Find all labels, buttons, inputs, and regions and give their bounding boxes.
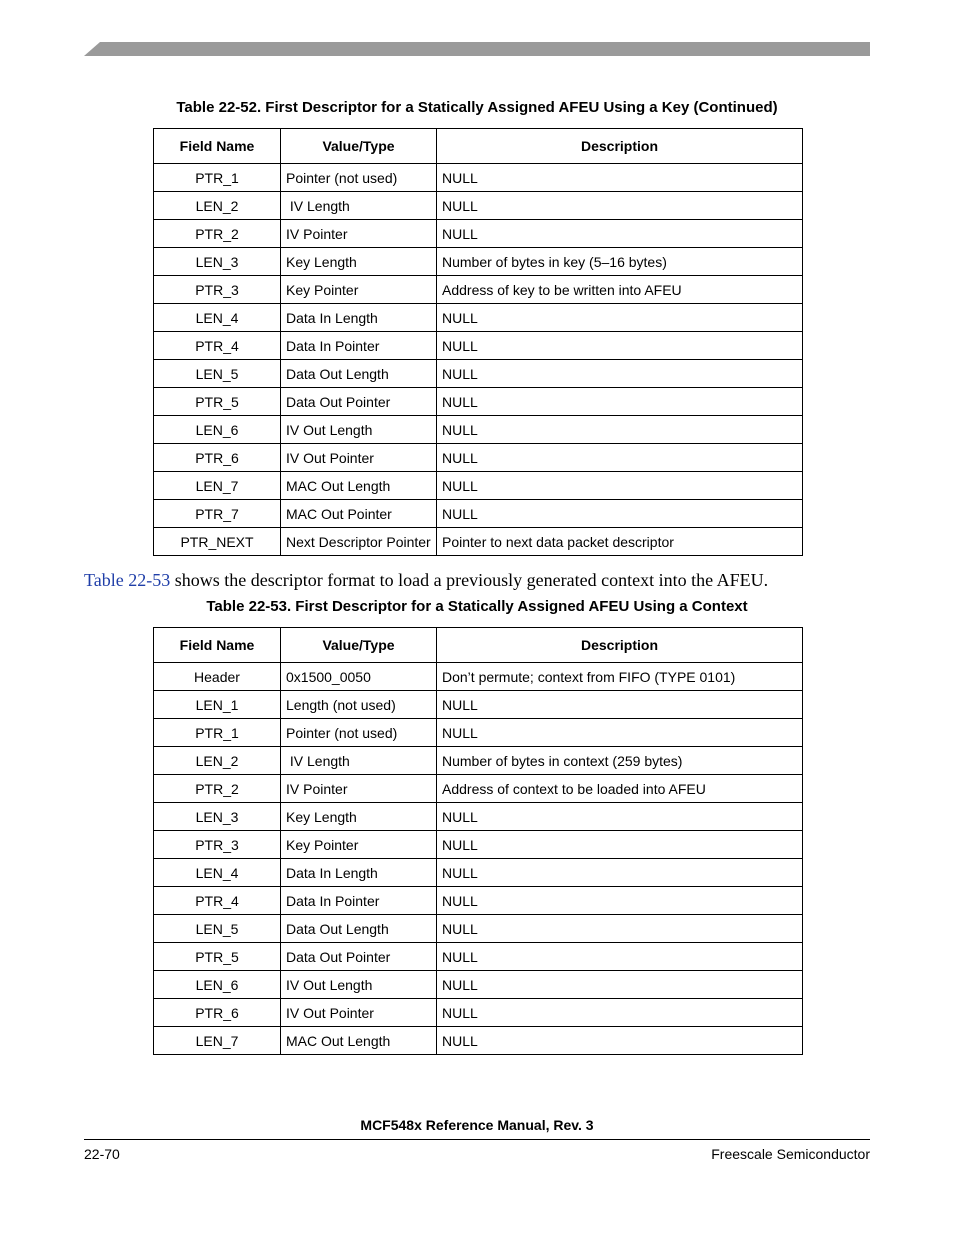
table-row: [154, 500, 803, 528]
table-row: [154, 248, 803, 276]
description-cell: NULL: [437, 444, 803, 472]
value-type-cell: Next Descriptor Pointer: [281, 528, 437, 556]
value-type-cell: Key Pointer: [281, 831, 437, 859]
value-type-cell: Data In Length: [281, 304, 437, 332]
table-53-caption: Table 22-53. First Descriptor for a Statically Assigned AFEU Using a Context: [206, 598, 748, 615]
value-type-cell: MAC Out Length: [281, 1027, 437, 1055]
table-row: [154, 803, 803, 831]
body-paragraph: [84, 568, 884, 592]
value-type-cell: Data In Length: [281, 859, 437, 887]
table-row: [154, 388, 803, 416]
field-name-cell: PTR_2: [154, 220, 281, 248]
footer-divider: [84, 1139, 870, 1140]
field-name-cell: LEN_3: [154, 248, 281, 276]
description-cell: NULL: [437, 164, 803, 192]
table-row: [154, 304, 803, 332]
description-cell: Don’t permute; context from FIFO (TYPE 0101): [437, 663, 803, 691]
paragraph-text: shows the descriptor format to load a previously generated context into the AFEU.: [170, 570, 769, 590]
field-name-cell: PTR_3: [154, 276, 281, 304]
field-name-cell: LEN_4: [154, 859, 281, 887]
field-name-cell: PTR_2: [154, 775, 281, 803]
value-type-cell: Key Pointer: [281, 276, 437, 304]
value-type-cell: IV Length: [281, 747, 437, 775]
value-type-cell: Data In Pointer: [281, 332, 437, 360]
description-cell: NULL: [437, 803, 803, 831]
field-name-cell: LEN_7: [154, 472, 281, 500]
table-row: [154, 915, 803, 943]
value-type-cell: IV Length: [281, 192, 437, 220]
table-row: [154, 971, 803, 999]
table-row: [154, 775, 803, 803]
description-cell: NULL: [437, 859, 803, 887]
table-row: [154, 528, 803, 556]
field-name-cell: LEN_5: [154, 360, 281, 388]
value-type-cell: Key Length: [281, 248, 437, 276]
table-row: [154, 332, 803, 360]
value-type-cell: Data Out Pointer: [281, 388, 437, 416]
table-row: [154, 164, 803, 192]
table-row: [154, 192, 803, 220]
value-type-cell: Data In Pointer: [281, 887, 437, 915]
table-header-row: [154, 129, 803, 164]
description-cell: NULL: [437, 472, 803, 500]
table-cross-reference-link[interactable]: Table 22-53: [84, 570, 171, 590]
table-row: [154, 416, 803, 444]
column-header: Field Name: [154, 628, 281, 663]
field-name-cell: LEN_4: [154, 304, 281, 332]
table-row: [154, 1027, 803, 1055]
value-type-cell: Key Length: [281, 803, 437, 831]
description-cell: NULL: [437, 691, 803, 719]
table-52: [153, 128, 803, 556]
description-cell: NULL: [437, 500, 803, 528]
field-name-cell: PTR_6: [154, 444, 281, 472]
table-row: [154, 360, 803, 388]
value-type-cell: Data Out Length: [281, 915, 437, 943]
description-cell: Pointer to next data packet descriptor: [437, 528, 803, 556]
field-name-cell: PTR_5: [154, 388, 281, 416]
table-row: [154, 472, 803, 500]
table-row: [154, 747, 803, 775]
table-row: [154, 999, 803, 1027]
description-cell: Number of bytes in key (5–16 bytes): [437, 248, 803, 276]
page-header-bar: [84, 42, 870, 56]
description-cell: NULL: [437, 971, 803, 999]
column-header: Value/Type: [281, 129, 437, 164]
table-row: [154, 276, 803, 304]
value-type-cell: Length (not used): [281, 691, 437, 719]
field-name-cell: LEN_2: [154, 747, 281, 775]
footer-company: Freescale Semiconductor: [711, 1146, 870, 1162]
value-type-cell: IV Out Pointer: [281, 999, 437, 1027]
description-cell: NULL: [437, 943, 803, 971]
table-row: [154, 444, 803, 472]
value-type-cell: IV Out Pointer: [281, 444, 437, 472]
value-type-cell: Data Out Pointer: [281, 943, 437, 971]
field-name-cell: PTR_6: [154, 999, 281, 1027]
field-name-cell: LEN_7: [154, 1027, 281, 1055]
description-cell: NULL: [437, 220, 803, 248]
value-type-cell: Pointer (not used): [281, 164, 437, 192]
table-header-row: [154, 628, 803, 663]
column-header: Value/Type: [281, 628, 437, 663]
table-row: [154, 831, 803, 859]
field-name-cell: LEN_2: [154, 192, 281, 220]
table-52-caption: Table 22-52. First Descriptor for a Statically Assigned AFEU Using a Key (Continued): [176, 99, 778, 116]
value-type-cell: MAC Out Pointer: [281, 500, 437, 528]
field-name-cell: LEN_3: [154, 803, 281, 831]
column-header: Description: [437, 129, 803, 164]
description-cell: NULL: [437, 1027, 803, 1055]
column-header: Description: [437, 628, 803, 663]
table-row: [154, 887, 803, 915]
field-name-cell: LEN_1: [154, 691, 281, 719]
table-row: [154, 663, 803, 691]
footer-manual-title: MCF548x Reference Manual, Rev. 3: [360, 1117, 594, 1133]
field-name-cell: PTR_5: [154, 943, 281, 971]
value-type-cell: Data Out Length: [281, 360, 437, 388]
description-cell: NULL: [437, 304, 803, 332]
value-type-cell: IV Pointer: [281, 220, 437, 248]
field-name-cell: PTR_NEXT: [154, 528, 281, 556]
field-name-cell: LEN_5: [154, 915, 281, 943]
field-name-cell: PTR_4: [154, 332, 281, 360]
description-cell: NULL: [437, 416, 803, 444]
description-cell: NULL: [437, 192, 803, 220]
column-header: Field Name: [154, 129, 281, 164]
table-row: [154, 691, 803, 719]
description-cell: NULL: [437, 999, 803, 1027]
description-cell: NULL: [437, 887, 803, 915]
field-name-cell: LEN_6: [154, 971, 281, 999]
description-cell: Address of key to be written into AFEU: [437, 276, 803, 304]
field-name-cell: LEN_6: [154, 416, 281, 444]
description-cell: NULL: [437, 915, 803, 943]
description-cell: NULL: [437, 388, 803, 416]
field-name-cell: PTR_7: [154, 500, 281, 528]
value-type-cell: IV Out Length: [281, 416, 437, 444]
value-type-cell: 0x1500_0050: [281, 663, 437, 691]
description-cell: NULL: [437, 332, 803, 360]
description-cell: NULL: [437, 719, 803, 747]
description-cell: NULL: [437, 831, 803, 859]
table-53: [153, 627, 803, 1055]
field-name-cell: PTR_3: [154, 831, 281, 859]
table-row: [154, 859, 803, 887]
field-name-cell: PTR_1: [154, 164, 281, 192]
field-name-cell: PTR_4: [154, 887, 281, 915]
footer-page-number: 22-70: [84, 1146, 120, 1162]
table-row: [154, 719, 803, 747]
value-type-cell: Pointer (not used): [281, 719, 437, 747]
description-cell: NULL: [437, 360, 803, 388]
value-type-cell: IV Out Length: [281, 971, 437, 999]
description-cell: Address of context to be loaded into AFEU: [437, 775, 803, 803]
field-name-cell: PTR_1: [154, 719, 281, 747]
field-name-cell: Header: [154, 663, 281, 691]
table-row: [154, 220, 803, 248]
description-cell: Number of bytes in context (259 bytes): [437, 747, 803, 775]
value-type-cell: IV Pointer: [281, 775, 437, 803]
value-type-cell: MAC Out Length: [281, 472, 437, 500]
table-row: [154, 943, 803, 971]
